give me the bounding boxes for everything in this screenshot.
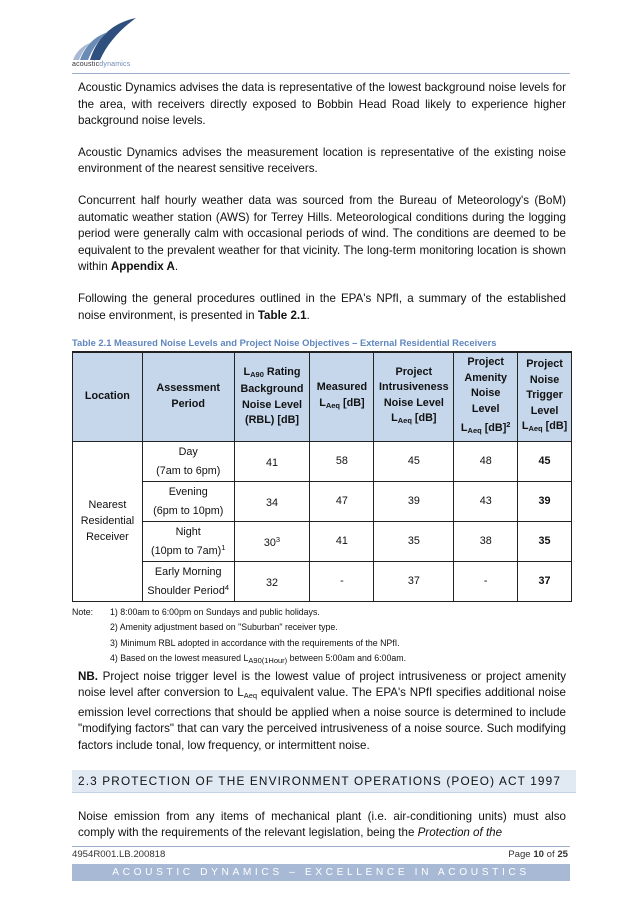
paragraph-nb: NB. Project noise trigger level is the lowest value of project intrusiveness or project amenity noise level after conversion to $L_{Aeq}$ equivalent value. The EPA's NPfI specifies additional noise emission level corrections that should be applied when a noise source is determined to include "modifying factors" that can vary the perceived intrusiveness of a noise source. Such modifying factors include tonal, low frequency, or intermittent noise. [78,669,566,752]
trigger-cell: 35 [518,521,572,561]
rbl-cell: $30^3$ [234,521,310,561]
trigger-cell: 37 [518,561,572,601]
period-cell: Day (7am to 6pm) [142,441,234,481]
note-2: 2) Amenity adjustment based on "Suburban" receiver type. [110,622,338,633]
table-row-evening [73,481,572,521]
note-1: 1) 8:00am to 6:00pm on Sundays and public holidays. [110,606,320,617]
header-rbl: $L_{A90}$ Rating Background Noise Level (RBL) [dB] [234,352,310,441]
table-caption: Table 2.1 Measured Noise Levels and Project Noise Objectives – External Residential Receivers [72,337,497,349]
footer-page-number: Page 10 of 25 [508,849,568,860]
logo-wordmark: acousticdynamics [72,61,131,68]
location-cell: Nearest Residential Receiver [73,441,143,601]
table-notes [72,605,566,669]
period-cell: Night (10pm to 7am)$^1$ [142,521,234,561]
footer-rule [72,846,570,847]
amenity-cell: 38 [454,521,518,561]
notes-label: Note: [72,606,94,617]
measured-cell: 41 [310,521,374,561]
page-content [72,80,568,857]
act-title: Protection of the [417,826,503,840]
measured-cell: 58 [310,441,374,481]
rbl-cell: 32 [234,561,310,601]
intrusiveness-cell: 35 [374,521,454,561]
trigger-cell: 45 [518,441,572,481]
rbl-cell: 41 [234,441,310,481]
table-row-day [73,441,572,481]
nb-label: NB. [78,669,98,683]
header-location: Location [73,352,143,441]
amenity-cell: - [454,561,518,601]
table-row-early-morning [73,561,572,601]
header-trigger: Project Noise Trigger Level $L_{Aeq}$ [dB] [518,352,572,441]
appendix-reference: Appendix A [110,260,175,274]
header-measured: Measured $L_{Aeq}$ [dB] [310,352,374,441]
period-cell: Evening (6pm to 10pm) [142,481,234,521]
amenity-cell: 48 [454,441,518,481]
table-reference: Table 2.1 [257,308,307,322]
header-rule [72,73,570,74]
section-heading-2-3: 2.3 PROTECTION OF THE ENVIRONMENT OPERATIONS (POEO) ACT 1997 [72,770,576,793]
table-row-night [73,521,572,561]
noise-levels-table [72,351,572,602]
header-amenity: Project Amenity Noise Level $L_{Aeq}$ [dB]$^2$ [454,352,518,441]
footer-document-ref: 4954R001.LB.200818 [72,849,166,860]
footer-tagline-band: ACOUSTIC DYNAMICS – EXCELLENCE IN ACOUSTICS [72,864,570,881]
table-header-row [73,352,572,441]
trigger-cell: 39 [518,481,572,521]
intrusiveness-cell: 39 [374,481,454,521]
intrusiveness-cell: 45 [374,441,454,481]
amenity-cell: 43 [454,481,518,521]
measured-cell: 47 [310,481,374,521]
rbl-cell: 34 [234,481,310,521]
header-intrusiveness: Project Intrusiveness Noise Level $L_{Aeq}$ [dB] [374,352,454,441]
intrusiveness-cell: 37 [374,561,454,601]
measured-cell: - [310,561,374,601]
paragraph-procedures: Following the general procedures outlined in the EPA's NPfI, a summary of the established noise environment, is presented in Table 2.1. [78,291,566,322]
paragraph-poeo: Noise emission from any items of mechanical plant (i.e. air-conditioning units) must also comply with the requirements of the relevant legislation, being the Protection of the [78,809,566,840]
paragraph-measurement-location: Acoustic Dynamics advises the measurement location is representative of the existing noise environment of the nearest sensitive receivers. [78,145,566,176]
header-assessment-period: Assessment Period [142,352,234,441]
note-4: 4) Based on the lowest measured $L_{A90(1Hour)}$ between 5:00am and 6:00am. [110,653,407,666]
paragraph-weather-data: Concurrent half hourly weather data was sourced from the Bureau of Meteorology's (BoM) automatic weather station (AWS) for Terrey Hills. Meteorological conditions during the logging period were generally calm with occasional periods of wind. The conditions are deemed to be equivalent to the prevalent weather for that vicinity. The long-term monitoring location is shown within Appendix A. [78,193,566,274]
note-3: 3) Minimum RBL adopted in accordance with the requirements of the NPfI. [110,637,400,648]
paragraph-background-noise: Acoustic Dynamics advises the data is representative of the lowest background noise levels for the area, with receivers directly exposed to Bobbin Head Road likely to experience higher background noise levels. [78,81,566,128]
period-cell: Early Morning Shoulder Period$^4$ [142,561,234,601]
